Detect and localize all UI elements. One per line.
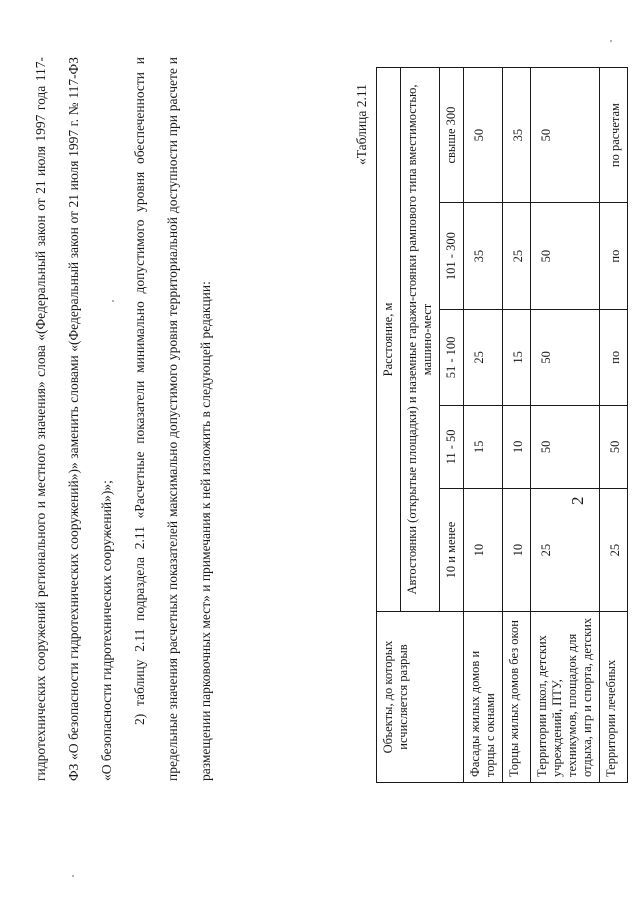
row-object-label: Территории лечебных — [600, 612, 628, 783]
table-cell: 50 — [531, 310, 600, 406]
column-header: 11 - 50 — [440, 405, 464, 488]
table-label: «Таблица 2.11 — [354, 84, 369, 165]
table-cell: 10 — [503, 405, 531, 488]
table-row — [464, 68, 503, 783]
table-cell: 15 — [464, 405, 503, 488]
table-cell: 50 — [531, 68, 600, 203]
body-text — [24, 57, 222, 781]
table-cell: 15 — [503, 310, 531, 406]
table-cell: по расчетам — [600, 68, 628, 203]
row-object-label: Территории школ, детских учреждений, ПТУ, техникумов, площадок для отдыха, игр и спорта, детских — [531, 612, 600, 783]
capacity-subheader: Автостоянки (открытые площадки) и наземные гаражи-стоянки рампового типа вместимостью, машино-мест — [401, 68, 440, 612]
scan-speck — [112, 300, 114, 302]
scan-speck — [72, 875, 74, 877]
table-cell: 35 — [503, 68, 531, 203]
row-object-label: Фасады жилых домов и торцы с окнами — [464, 612, 503, 783]
table-header-row-1 — [377, 68, 401, 783]
table-row — [531, 68, 600, 783]
distance-header: Расстояние, м — [377, 68, 401, 612]
column-header: 101 - 300 — [440, 203, 464, 310]
table-cell: 10 — [503, 489, 531, 612]
paragraph-1: гидротехнических сооружений регионального и местного значения» слова «(Федеральный закон от 21 июля 1997 года 117-ФЗ «О безопасности гидротехнических сооружений»)» заменить словами «(Федеральный закон от 21 июля 1997 г. № 117-ФЗ «О безопасности гидротехнических сооружений»)»; — [33, 57, 114, 781]
table-cell: 50 — [531, 405, 600, 488]
table-cell: 50 — [464, 68, 503, 203]
column-header: 51 - 100 — [440, 310, 464, 406]
page-number: 2 — [568, 496, 587, 505]
scan-speck — [610, 40, 612, 42]
column-header: свыше 300 — [440, 68, 464, 203]
table-cell: 10 — [464, 489, 503, 612]
table-cell: 50 — [600, 405, 628, 488]
table-cell: по — [600, 203, 628, 310]
table-cell: 50 — [531, 203, 600, 310]
table-cell: 25 — [531, 489, 600, 612]
row-object-label: Торцы жилых домов без окон — [503, 612, 531, 783]
table-cell: по — [600, 310, 628, 406]
column-header: 10 и менее — [440, 489, 464, 612]
table-row — [503, 68, 531, 783]
table-row — [600, 68, 628, 783]
table-cell: 35 — [464, 203, 503, 310]
object-column-header: Объекты, до которых исчисляется разрыв — [377, 612, 464, 783]
table-cell: 25 — [600, 489, 628, 612]
paragraph-2: 2) таблицу 2.11 подраздела 2.11 «Расчетные показатели минимально допустимого уровня обеспеченности и предельные значения расчетных показателей максимально допустимого уровня территориальной доступности при расчете и размещении парковочных мест» и примечания к ней изложить в следующей редакции: — [132, 57, 213, 781]
table-cell: 25 — [464, 310, 503, 406]
table-cell: 25 — [503, 203, 531, 310]
norms-table — [376, 67, 628, 783]
